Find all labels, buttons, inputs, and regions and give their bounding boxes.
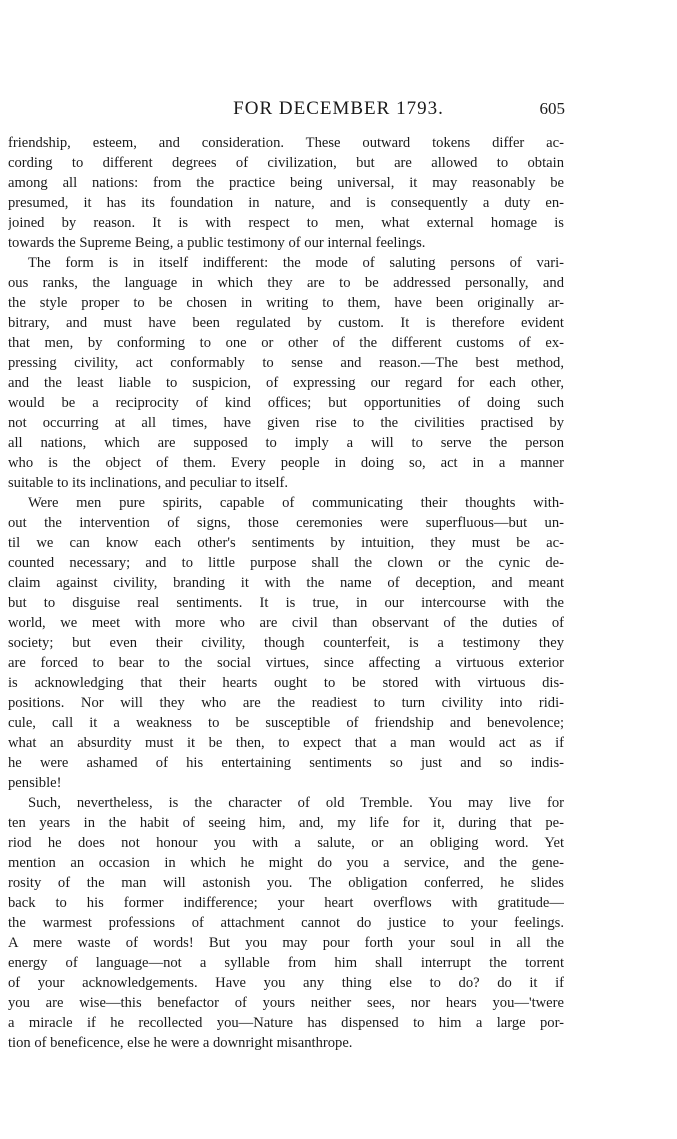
page-number: 605 xyxy=(539,99,565,118)
text-line: world, we meet with more who are civil than observant of the duties of xyxy=(8,615,564,631)
text-line: friendship, esteem, and consideration. These outward tokens differ ac- xyxy=(8,135,564,151)
text-line: cording to different degrees of civilization, but are allowed to obtain xyxy=(8,155,564,171)
running-head: FOR DECEMBER 1793. xyxy=(233,98,444,119)
text-line: back to his former indifference; your heart overflows with gratitude— xyxy=(8,895,564,911)
text-line: not occurring at all times, have given rise to the civilities practised by xyxy=(8,415,564,431)
text-line: among all nations: from the practice being universal, it may reasonably be xyxy=(8,175,564,191)
paragraph xyxy=(8,793,564,1053)
text-line: bitrary, and must have been regulated by custom. It is therefore evident xyxy=(8,315,564,331)
text-line: claim against civility, branding it with the name of deception, and meant xyxy=(8,575,564,591)
text-line: A mere waste of words! But you may pour forth your soul in all the xyxy=(8,935,564,951)
text-line: who is the object of them. Every people in doing so, act in a manner xyxy=(8,455,564,471)
text-line: towards the Supreme Being, a public testimony of our internal feelings. xyxy=(8,235,426,251)
text-line: ten years in the habit of seeing him, and, my life for it, during that pe- xyxy=(8,815,564,831)
text-line: what an absurdity must it be then, to expect that a man would act as if xyxy=(8,735,564,751)
text-line: but to disguise real sentiments. It is true, in our intercourse with the xyxy=(8,595,564,611)
text-line: you are wise—this benefactor of yours neither sees, nor hears you—'twere xyxy=(8,995,564,1011)
text-line: Were men pure spirits, capable of communicating their thoughts with- xyxy=(28,495,564,511)
text-line: The form is in itself indifferent: the mode of saluting persons of vari- xyxy=(28,255,564,271)
text-line: society; but even their civility, though counterfeit, is a testimony they xyxy=(8,635,564,651)
text-line: pressing civility, act conformably to sense and reason.—The best method, xyxy=(8,355,564,371)
text-line: he were ashamed of his entertaining sentiments so just and so indis- xyxy=(8,755,564,771)
text-line: joined by reason. It is with respect to men, what external homage is xyxy=(8,215,564,231)
text-line: counted necessary; and to little purpose shall the clown or the cynic de- xyxy=(8,555,564,571)
text-line: ous ranks, the language in which they are to be addressed personally, and xyxy=(8,275,564,291)
article-body xyxy=(8,133,564,1053)
text-line: rosity of the man will astonish you. The obligation conferred, he slides xyxy=(8,875,564,891)
text-line: suitable to its inclinations, and peculiar to itself. xyxy=(8,475,289,491)
paragraph xyxy=(8,253,564,493)
text-line: a miracle if he recollected you—Nature has dispensed to him a large por- xyxy=(8,1015,564,1031)
text-line: tion of beneficence, else he were a downright misanthrope. xyxy=(8,1035,353,1051)
text-line: riod he does not honour you with a salute, or an obliging word. Yet xyxy=(8,835,564,851)
paragraph xyxy=(8,133,564,253)
text-line: mention an occasion in which he might do you a service, and the gene- xyxy=(8,855,564,871)
text-line: energy of language—not a syllable from him shall interrupt the torrent xyxy=(8,955,564,971)
text-line: presumed, it has its foundation in nature, and is consequently a duty en- xyxy=(8,195,564,211)
text-line: the warmest professions of attachment cannot do justice to your feelings. xyxy=(8,915,564,931)
text-line: til we can know each other's sentiments by intuition, they must be ac- xyxy=(8,535,564,551)
text-line: the style proper to be chosen in writing to them, have been originally ar- xyxy=(8,295,564,311)
text-line: is acknowledging that their hearts ought to be stored with virtuous dis- xyxy=(8,675,564,691)
text-line: cule, call it a weakness to be susceptible of friendship and benevolence; xyxy=(8,715,564,731)
text-line: Such, nevertheless, is the character of old Tremble. You may live for xyxy=(28,795,564,811)
text-line: of your acknowledgements. Have you any thing else to do? do it if xyxy=(8,975,564,991)
text-line: positions. Nor will they who are the readiest to turn civility into ridi- xyxy=(8,695,564,711)
text-line: and the least liable to suspicion, of expressing our regard for each other, xyxy=(8,375,564,391)
paragraph xyxy=(8,493,564,793)
text-line: all nations, which are supposed to imply a will to serve the person xyxy=(8,435,564,451)
text-line: out the intervention of signs, those ceremonies were superfluous—but un- xyxy=(8,515,564,531)
text-line: that men, by conforming to one or other of the different customs of ex- xyxy=(8,335,564,351)
page-header xyxy=(0,98,677,128)
text-line: pensible! xyxy=(8,775,62,791)
text-line: would be a reciprocity of kind offices; but opportunities of doing such xyxy=(8,395,564,411)
text-line: are forced to bear to the social virtues, since affecting a virtuous exterior xyxy=(8,655,564,671)
